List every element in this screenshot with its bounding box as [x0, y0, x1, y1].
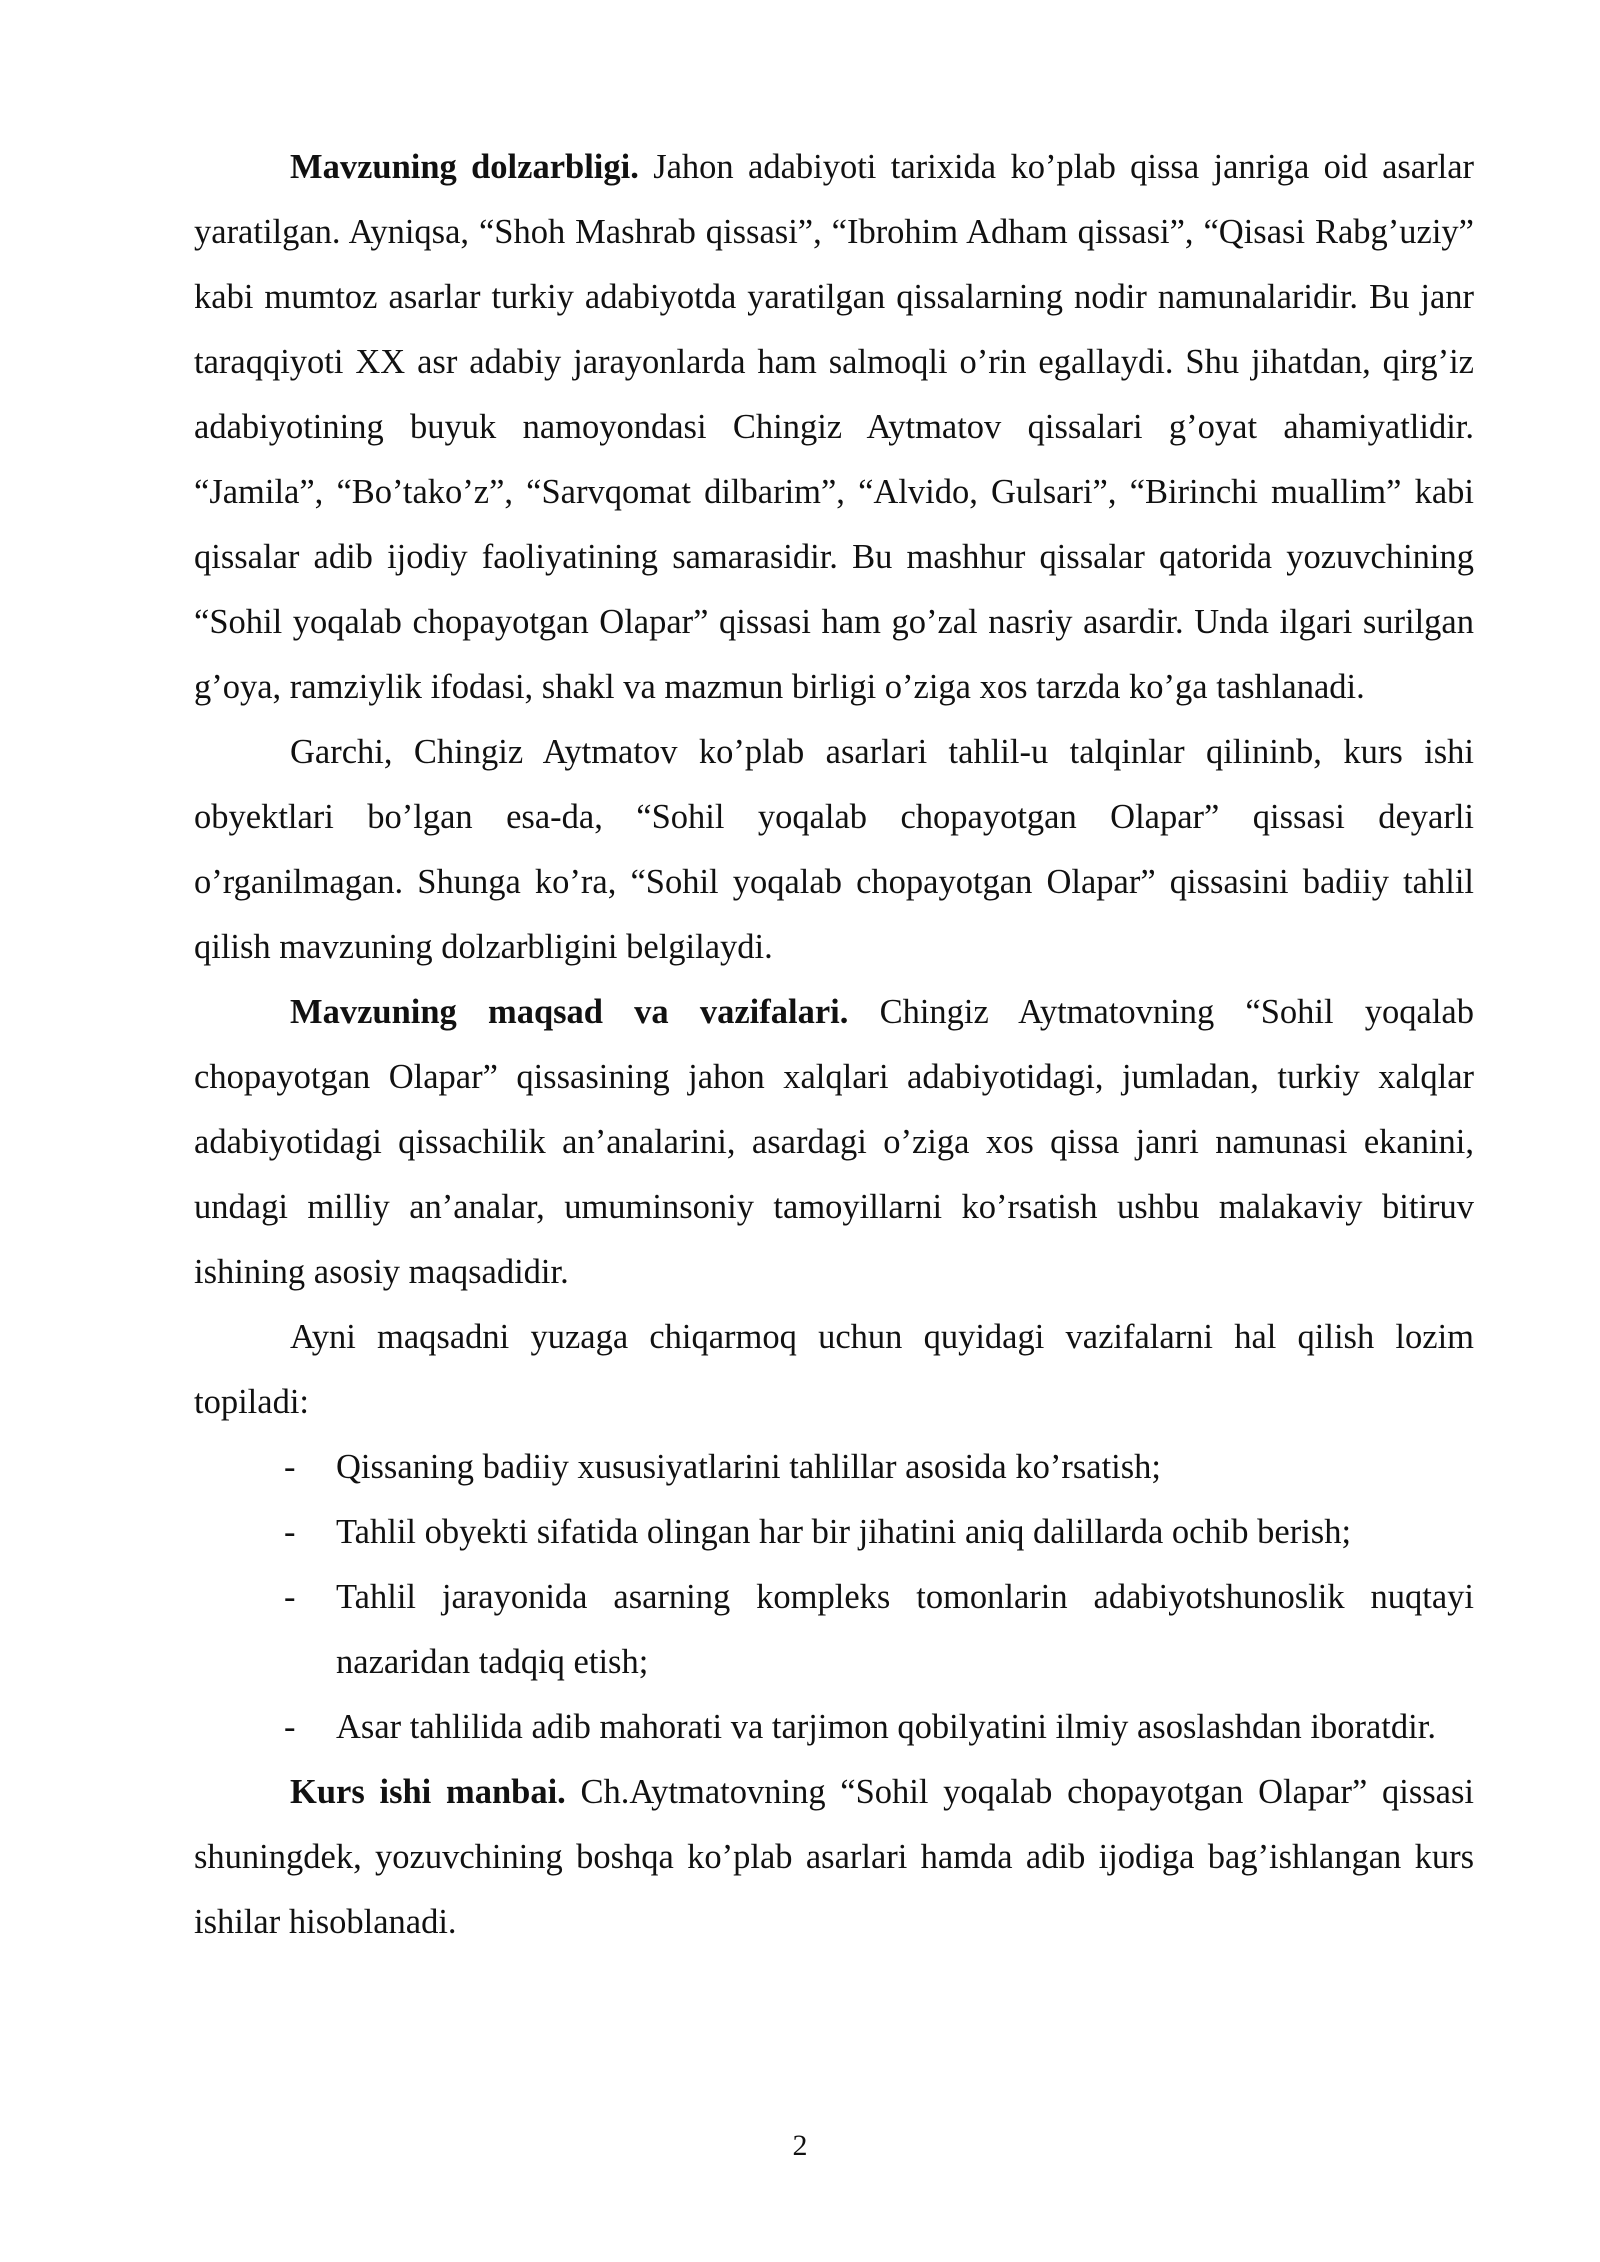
list-item-text: Tahlil jarayonida asarning kompleks tomonlarin adabiyotshunoslik nuqtayi nazaridan tadqiq etish; [336, 1578, 1474, 1681]
paragraph-goals [194, 980, 1474, 1305]
paragraph-text: Ayni maqsadni yuzaga chiqarmoq uchun quyidagi vazifalarni hal qilish lozim topiladi: [194, 1318, 1474, 1421]
paragraph-sources [194, 1760, 1474, 1955]
heading-sources: Kurs ishi manbai. [290, 1773, 566, 1811]
list-marker: - [284, 1448, 296, 1486]
list-item-text: Qissaning badiiy xususiyatlarini tahlillar asosida ko’rsatish; [336, 1448, 1162, 1486]
paragraph-understudied [194, 720, 1474, 980]
list-item [284, 1695, 1474, 1760]
list-marker: - [284, 1578, 296, 1616]
list-marker: - [284, 1513, 296, 1551]
list-item-text: Asar tahlilida adib mahorati va tarjimon qobilyatini ilmiy asoslashdan iboratdir. [336, 1708, 1436, 1746]
paragraph-text: Garchi, Chingiz Aytmatov ko’plab asarlari tahlil-u talqinlar qilininb, kurs ishi obyektlari bo’lgan esa-da, “Sohil yoqalab chopayotgan Olapar” qissasi deyarli o’rganilmagan. Shunga ko’ra, “Sohil yoqalab chopayotgan Olapar” qissasini badiiy tahlil qilish mavzuning dolzarbligini belgilaydi. [194, 733, 1474, 966]
list-item-text: Tahlil obyekti sifatida olingan har bir jihatini aniq dalillarda ochib berish; [336, 1513, 1352, 1551]
list-item [284, 1500, 1474, 1565]
paragraph-text: Ch.Aytmatovning “Sohil yoqalab chopayotgan Olapar” qissasi shuningdek, yozuvchining boshqa ko’plab asarlari hamda adib ijodiga bag’ishlangan kurs ishilar hisoblanadi. [194, 1773, 1474, 1941]
paragraph-text: Chingiz Aytmatovning “Sohil yoqalab chopayotgan Olapar” qissasining jahon xalqlari adabiyotidagi, jumladan, turkiy xalqlar adabiyotidagi qissachilik an’analarini, asardagi o’ziga xos qissa janri namunasi ekanini, undagi milliy an’analar, umuminsoniy tamoyillarni ko’rsatish ushbu malakaviy bitiruv ishining asosiy maqsadidir. [194, 993, 1474, 1291]
list-item [284, 1565, 1474, 1695]
heading-relevance: Mavzuning dolzarbligi. [290, 148, 639, 186]
page-number: 2 [792, 2129, 808, 2162]
paragraph-relevance [194, 135, 1474, 720]
list-item [284, 1435, 1474, 1500]
list-marker: - [284, 1708, 296, 1746]
heading-goals: Mavzuning maqsad va vazifalari. [290, 993, 849, 1031]
paragraph-tasks-intro [194, 1305, 1474, 1435]
page-body [194, 135, 1474, 1955]
tasks-list [194, 1435, 1474, 1760]
paragraph-text: Jahon adabiyoti tarixida ko’plab qissa janriga oid asarlar yaratilgan. Ayniqsa, “Shoh Mashrab qissasi”, “Ibrohim Adham qissasi”, “Qisasi Rabg’uziy” kabi mumtoz asarlar turkiy adabiyotda yaratilgan qissalarning nodir namunalaridir. Bu janr taraqqiyoti XX asr adabiy jarayonlarda ham salmoqli o’rin egallaydi. Shu jihatdan, qirg’iz adabiyotining buyuk namoyondasi Chingiz Aytmatov qissalari g’oyat ahamiyatlidir. “Jamila”, “Bo’tako’z”, “Sarvqomat dilbarim”, “Alvido, Gulsari”, “Birinchi muallim” kabi qissalar adib ijodiy faoliyatining samarasidir. Bu mashhur qissalar qatorida yozuvchining “Sohil yoqalab chopayotgan Olapar” qissasi ham go’zal nasriy asardir. Unda ilgari surilgan g’oya, ramziylik ifodasi, shakl va mazmun birligi o’ziga xos tarzda ko’ga tashlanadi. [194, 148, 1474, 706]
